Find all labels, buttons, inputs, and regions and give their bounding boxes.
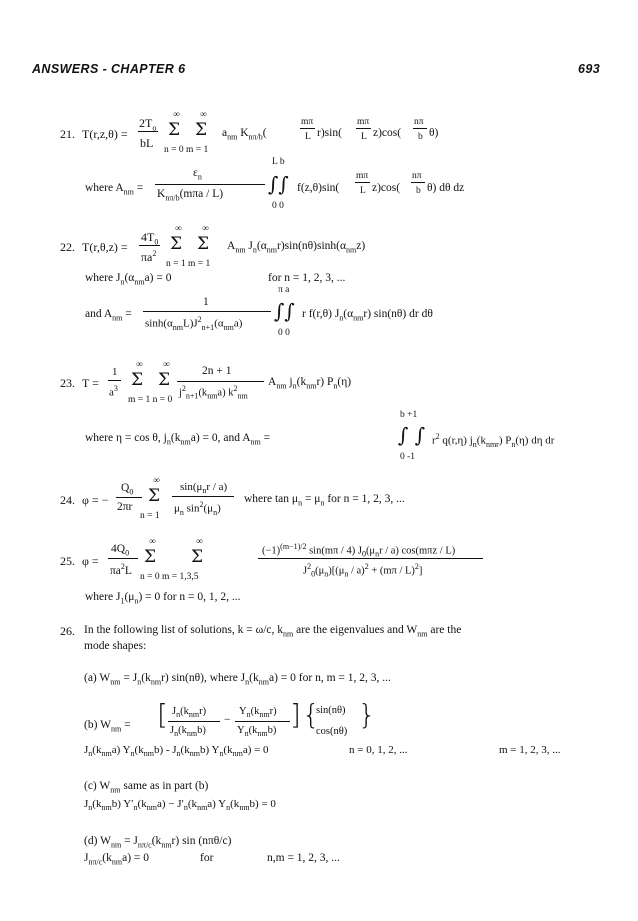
fraction-denominator: $\sinh(\alpha_{nm}L)J^2_{n+1}(\alpha_{nm}a)$ (145, 315, 243, 332)
left-brace: { (302, 698, 320, 731)
coefficient-numerator: 1 (112, 366, 118, 378)
fraction-denominator: $K_{n\pi/b}(m\pi a / L)$ (157, 188, 224, 203)
right-brace: } (358, 698, 376, 731)
fraction-bar (139, 245, 160, 246)
sum-lower-limit: n = 0 m = 1,3,5 (140, 572, 199, 582)
summand: $A_{nm}$ $J_n(\alpha_{nm}r)\sin(n\theta)\sinh(\alpha_{nm}z)$ (227, 240, 366, 255)
sum-upper-limit: ∞ (163, 360, 170, 370)
arg-numerator: nπ (414, 117, 424, 127)
arg-numerator: mπ (356, 171, 369, 181)
fraction-denominator: $\mu_n$ $\sin^2(\mu_n)$ (174, 500, 221, 517)
double-integral-symbol: ∫∫ (274, 299, 295, 323)
double-integral-symbol: ∫ ∫ (398, 423, 426, 447)
part-d: (d) $W_{nm} = J_{n\pi/c}(k_{nm}r)$ sin (nπθ/c) (84, 835, 232, 850)
fraction-numerator: $\varepsilon_n$ (193, 167, 202, 182)
coefficient-numerator: $Q_0$ (121, 482, 134, 497)
fraction-bar (108, 380, 121, 381)
sum-upper-limit: ∞ (173, 110, 180, 120)
coefficient-numerator: $4T_0$ (141, 230, 159, 247)
equation-text: θ) (429, 127, 439, 139)
integral-lower-limits: 0 0 (272, 201, 284, 211)
summand: $a_{nm}$ $K_{n\pi/b}$( (222, 127, 267, 142)
fraction-bar (355, 182, 370, 183)
fraction-bar (300, 128, 315, 129)
arg-denominator: L (361, 132, 367, 142)
coefficient-numerator: $2T_o$ (139, 116, 157, 133)
minus-sign: − (224, 714, 231, 726)
brace-top-entry: sin(nθ) (316, 705, 346, 716)
arg-denominator: b (418, 132, 423, 142)
summation-symbol: Σ (195, 120, 208, 140)
equation-text: r)sin( (317, 127, 342, 139)
fraction-bar (108, 558, 138, 559)
problem-number: 22. (60, 240, 75, 254)
arg-denominator: L (360, 186, 366, 196)
where-clause: where $\tan \mu_n = \mu_n$ for n = 1, 2, 3, ... (244, 493, 405, 508)
summation-symbol: Σ (191, 547, 204, 567)
problem-number: 24. (60, 493, 75, 507)
where-clause: where $J_n(\alpha_{nm}a) = 0$ (85, 272, 172, 287)
fraction-bar (172, 496, 234, 497)
equation-lhs: T = (82, 376, 99, 390)
part-b-condition: $J_n(k_{nm}a)$ $Y_n(k_{nm}b) - J_n(k_{nm}b) Y_n(k_{nm}a) = 0$ (84, 744, 269, 759)
equation-lhs: φ = (82, 554, 99, 568)
coefficient-denominator: bL (140, 136, 154, 150)
fraction-bar (155, 184, 265, 185)
sum-upper-limit: ∞ (200, 110, 207, 120)
summation-symbol: Σ (158, 370, 171, 390)
summand: $A_{nm}$ $j_n(k_{nm}r)$ $P_n(\eta)$ (268, 376, 352, 391)
coefficient-denominator: $\pi a^2$ (141, 249, 157, 264)
intro-text: mode shapes: (84, 640, 147, 652)
integral-upper-limits: b +1 (400, 410, 418, 420)
part-b-lhs: (b) $W_{nm}$ = (84, 719, 131, 734)
m-range: m = 1, 2, 3, ... (499, 744, 561, 756)
left-bracket: [ (157, 698, 168, 731)
part-b-fraction1-denominator: $J_n(k_{nm}b)$ (170, 725, 206, 739)
condition-text: for n = 1, 2, 3, ... (268, 272, 346, 284)
coefficient-denominator: $a^3$ (109, 384, 118, 399)
fraction-bar (138, 131, 158, 132)
sum-lower-limit: m = 1 n = 0 (128, 395, 173, 405)
integral-upper-limits: L b (272, 157, 285, 167)
sum-upper-limit: ∞ (196, 537, 203, 547)
summation-symbol: Σ (131, 370, 144, 390)
double-integral-symbol: ∫∫ (268, 172, 289, 196)
fraction-bar (177, 381, 264, 382)
fraction-numerator: 1 (203, 296, 209, 308)
brace-bottom-entry: cos(nθ) (316, 726, 348, 737)
fraction-bar (356, 128, 371, 129)
where-clause: where $J_1(\mu_n) = 0$ for n = 0, 1, 2, ... (85, 591, 241, 606)
summation-symbol: Σ (197, 234, 210, 254)
integral-lower-limits: 0 0 (278, 328, 290, 338)
for-text: for (200, 852, 214, 864)
fraction-bar (116, 497, 142, 498)
problem-number: 23. (60, 376, 75, 390)
fraction-bar (235, 721, 290, 722)
sum-upper-limit: ∞ (202, 224, 209, 234)
summation-symbol: Σ (170, 234, 183, 254)
page-number: 693 (578, 62, 601, 76)
fraction-bar (168, 721, 220, 722)
fraction-numerator: $\sin(\mu_nr / a)$ (180, 481, 228, 496)
fraction-bar (411, 182, 425, 183)
fraction-denominator: $J^2_0(\mu_n)[(\mu_n / a)^2 + (m\pi / L)^2]$ (303, 562, 423, 579)
and-clause: and $A_{nm}$ = (85, 308, 132, 323)
equation-lhs: φ = − (82, 493, 109, 507)
n-range: n = 0, 1, 2, ... (349, 744, 408, 756)
part-c-condition: $J_n(k_{nm}b) Y'_n(k_{nm}a) - J'_n(k_{nm}a) Y_n(k_{nm}b) = 0$ (84, 798, 276, 813)
right-bracket: ] (290, 698, 301, 731)
fraction-bar (258, 558, 483, 559)
problem-number: 21. (60, 127, 75, 141)
where-clause: where η = cos θ, $j_n(k_{nm}a) = 0$, and $A_{nm}$ = (85, 432, 271, 447)
where-clause: where $A_{nm}$ = (85, 182, 144, 197)
arg-numerator: mπ (301, 117, 314, 127)
sum-lower-limit: n = 1 m = 1 (166, 259, 211, 269)
arg-numerator: mπ (357, 117, 370, 127)
problem-number: 26. (60, 624, 75, 638)
integrand: f(z,θ)sin( (297, 182, 340, 194)
integrand: r f(r,θ) $J_n(\alpha_{nm}r)$ sin(nθ) dr dθ (302, 308, 433, 323)
summation-symbol: Σ (144, 547, 157, 567)
integrand: z)cos( (372, 182, 401, 194)
part-b-fraction2-numerator: $Y_n(k_{nm}r)$ (239, 706, 277, 720)
arg-denominator: L (305, 132, 311, 142)
sum-upper-limit: ∞ (136, 360, 143, 370)
sum-lower-limit: n = 0 m = 1 (164, 145, 209, 155)
fraction-numerator: 2n + 1 (202, 365, 232, 377)
sum-upper-limit: ∞ (153, 476, 160, 486)
equation-text: z)cos( (373, 127, 402, 139)
summation-symbol: Σ (148, 486, 161, 506)
part-b-fraction1-numerator: $J_n(k_{nm}r)$ (172, 706, 207, 720)
integrand: $r^2$ q(r,η) $j_n(k_{nmr})$ $P_n(\eta)$ dη dr (432, 432, 555, 449)
intro-text: In the following list of solutions, k = ω/c, $k_{nm}$ are the eigenvalues and $W_{nm}$ are the (84, 624, 462, 639)
summation-symbol: Σ (168, 120, 181, 140)
part-d-condition: $J_{n\pi/c}(k_{nm}a) = 0$ (84, 852, 150, 867)
problem-number: 25. (60, 554, 75, 568)
sum-lower-limit: n = 1 (140, 511, 160, 521)
equation-lhs: T(r,θ,z) = (82, 240, 128, 254)
coefficient-denominator: 2πr (117, 501, 133, 513)
integrand: θ) dθ dz (427, 182, 465, 194)
coefficient-denominator: $\pi a^2L$ (110, 562, 132, 577)
part-a: (a) $W_{nm} = J_n(k_{nm}r)$ sin(nθ), where $J_n(k_{nm}a) = 0$ for n, m = 1, 2, 3, ... (84, 672, 391, 687)
fraction-bar (413, 128, 427, 129)
fraction-bar (143, 311, 271, 312)
part-b-fraction2-denominator: $Y_n(k_{nm}b)$ (237, 725, 277, 739)
integral-lower-limits: 0 -1 (400, 452, 416, 462)
integral-upper-limits: π a (278, 285, 290, 295)
coefficient-numerator: $4Q_0$ (111, 543, 130, 558)
sum-upper-limit: ∞ (175, 224, 182, 234)
equation-lhs: T(r,z,θ) = (82, 127, 128, 141)
arg-denominator: b (416, 186, 421, 196)
sum-upper-limit: ∞ (149, 537, 156, 547)
part-c: (c) $W_{nm}$ same as in part (b) (84, 780, 209, 795)
running-header-title: ANSWERS - CHAPTER 6 (32, 62, 186, 76)
nm-range: n,m = 1, 2, 3, ... (267, 852, 340, 864)
fraction-numerator: $(-1)^{(m-1)/2}$ sin(mπ / 4) $J_0(\mu_nr / a)$ cos(mπz / L) (262, 542, 456, 559)
arg-numerator: nπ (412, 171, 422, 181)
fraction-denominator: $j^2_{n+1}(k_{nm}a)$ $k^2_{nm}$ (179, 384, 248, 401)
